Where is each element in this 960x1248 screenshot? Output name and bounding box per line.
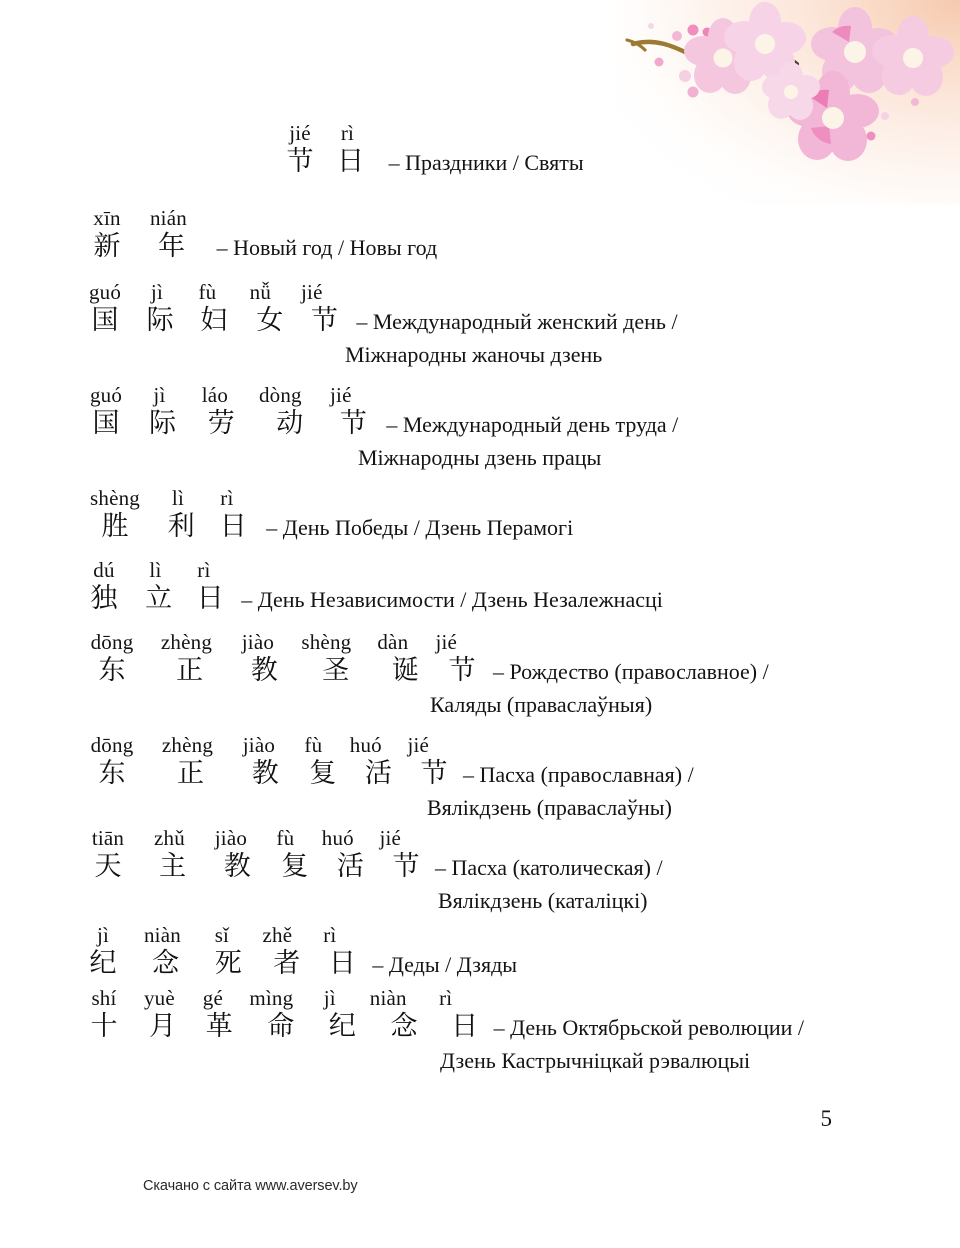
pinyin-syllable: jié xyxy=(407,733,430,757)
cherry-blossom-decoration xyxy=(615,0,960,205)
pinyin-syllable: jié xyxy=(379,826,402,850)
pinyin-syllable: rì xyxy=(197,558,211,582)
translation-text: – Праздники / Святы xyxy=(388,150,584,175)
translation-text: – Пасха (католическая) / xyxy=(434,855,663,880)
pinyin-syllable: rì xyxy=(340,121,355,145)
hanzi-char: 日 xyxy=(337,146,365,177)
translation-text: – Новый год / Новы год xyxy=(216,235,438,260)
vocab-entry xyxy=(80,282,678,366)
pinyin-syllable: rì xyxy=(439,986,453,1010)
hanzi-gloss-row xyxy=(80,853,663,880)
vocab-entry xyxy=(80,735,694,819)
hanzi-char: 者 xyxy=(273,948,301,979)
hanzi-char: 月 xyxy=(149,1011,177,1042)
pinyin-syllable: dōng xyxy=(90,733,134,757)
pinyin-syllable: guó xyxy=(88,280,122,304)
pinyin-syllable: rì xyxy=(323,923,337,947)
pinyin-syllable: dōng xyxy=(90,630,134,654)
hanzi-char: 新 xyxy=(93,231,121,262)
hanzi-char: 节 xyxy=(310,305,338,336)
hanzi-char: 节 xyxy=(339,408,367,439)
hanzi-gloss-row xyxy=(278,148,584,175)
pinyin-syllable: tiān xyxy=(91,826,125,850)
hanzi-char: 东 xyxy=(98,655,126,686)
pinyin-syllable: nián xyxy=(149,206,187,230)
translation-text: – Пасха (православная) / xyxy=(462,762,694,787)
hanzi-row xyxy=(80,307,346,334)
pinyin-syllable: sǐ xyxy=(214,923,230,947)
hanzi-char: 际 xyxy=(146,305,174,336)
hanzi-char: 国 xyxy=(91,305,119,336)
vocab-entry xyxy=(80,988,804,1072)
pinyin-row xyxy=(80,632,769,653)
hanzi-char: 动 xyxy=(276,408,304,439)
pinyin-syllable: guó xyxy=(89,383,123,407)
translation-text: – Деды / Дзяды xyxy=(372,952,518,977)
hanzi-char: 利 xyxy=(167,511,195,542)
download-source-note: Скачано с сайта www.aversev.by xyxy=(143,1178,358,1194)
pinyin-syllable: fù xyxy=(304,733,323,757)
hanzi-char: 女 xyxy=(256,305,284,336)
hanzi-char: 教 xyxy=(251,758,279,789)
pinyin-syllable: zhě xyxy=(262,923,293,947)
hanzi-char: 复 xyxy=(281,851,309,882)
hanzi-char: 节 xyxy=(420,758,448,789)
hanzi-row xyxy=(80,513,254,540)
pinyin-syllable: jì xyxy=(323,986,336,1010)
hanzi-char: 日 xyxy=(451,1011,479,1042)
pinyin-syllable: huó xyxy=(349,733,382,757)
vocab-entry xyxy=(80,385,678,469)
hanzi-char: 节 xyxy=(392,851,420,882)
hanzi-char: 际 xyxy=(149,408,177,439)
hanzi-char: 正 xyxy=(176,655,204,686)
hanzi-row xyxy=(80,950,362,977)
hanzi-char: 念 xyxy=(152,948,180,979)
pinyin-syllable: niàn xyxy=(143,923,181,947)
translation-text-secondary: Міжнародны жаночы дзень xyxy=(345,342,603,367)
hanzi-char: 纪 xyxy=(89,948,117,979)
pinyin-syllable: jié xyxy=(435,630,458,654)
pinyin-syllable: xīn xyxy=(93,206,121,230)
hanzi-char: 活 xyxy=(364,758,392,789)
hanzi-gloss-row xyxy=(80,307,678,334)
pinyin-syllable: fù xyxy=(198,280,217,304)
pinyin-row xyxy=(80,385,678,406)
hanzi-char: 活 xyxy=(336,851,364,882)
vocab-entry xyxy=(80,632,769,716)
hanzi-char: 节 xyxy=(448,655,476,686)
pinyin-syllable: jiào xyxy=(241,630,275,654)
pinyin-syllable: niàn xyxy=(369,986,407,1010)
hanzi-char: 日 xyxy=(328,948,356,979)
hanzi-char: 十 xyxy=(90,1011,118,1042)
hanzi-char: 死 xyxy=(214,948,242,979)
pinyin-syllable: zhèng xyxy=(161,733,214,757)
pinyin-syllable: rì xyxy=(220,486,234,510)
pinyin-row xyxy=(80,282,678,303)
pinyin-syllable: nǚ xyxy=(249,280,272,304)
pinyin-syllable: yuè xyxy=(143,986,175,1010)
translation-text: – Международный день труда / xyxy=(386,412,679,437)
hanzi-gloss-row xyxy=(80,950,517,977)
cherry-blossom-icon xyxy=(615,0,960,205)
hanzi-char: 命 xyxy=(267,1011,295,1042)
vocab-entry xyxy=(80,828,663,912)
hanzi-char: 立 xyxy=(145,583,173,614)
hanzi-row xyxy=(80,410,376,437)
pinyin-row xyxy=(80,735,694,756)
hanzi-char: 诞 xyxy=(391,655,419,686)
pinyin-row xyxy=(80,925,517,946)
hanzi-gloss-row xyxy=(80,410,678,437)
hanzi-gloss-row xyxy=(80,513,573,540)
section-heading-entry xyxy=(278,123,584,175)
pinyin-syllable: zhǔ xyxy=(153,826,185,850)
hanzi-row xyxy=(80,657,483,684)
hanzi-char: 国 xyxy=(92,408,120,439)
hanzi-row xyxy=(80,760,455,787)
hanzi-char: 劳 xyxy=(207,408,235,439)
translation-text: – Рождество (православное) / xyxy=(492,659,769,684)
pinyin-syllable: shèng xyxy=(90,486,140,510)
hanzi-char: 天 xyxy=(94,851,122,882)
hanzi-char: 复 xyxy=(309,758,337,789)
hanzi-gloss-row xyxy=(80,1013,804,1040)
pinyin-row xyxy=(80,488,573,509)
pinyin-syllable: jiào xyxy=(214,826,248,850)
translation-text-secondary: Дзень Кастрычніцкай рэвалюцыі xyxy=(440,1048,751,1073)
translation-text-secondary: Міжнародны дзень працы xyxy=(358,445,602,470)
pinyin-syllable: shí xyxy=(91,986,117,1010)
vocab-entry xyxy=(80,488,573,540)
pinyin-syllable: zhèng xyxy=(160,630,213,654)
translation-text-secondary: Вялікдзень (праваслаўны) xyxy=(427,795,672,820)
pinyin-syllable: jié xyxy=(289,121,311,145)
pinyin-syllable: huó xyxy=(321,826,354,850)
pinyin-syllable: gé xyxy=(202,986,224,1010)
hanzi-char: 年 xyxy=(158,231,186,262)
pinyin-row xyxy=(80,828,663,849)
vocab-entry xyxy=(80,925,517,977)
translation-text-secondary: Каляды (праваслаўныя) xyxy=(430,692,653,717)
pinyin-syllable: shèng xyxy=(301,630,352,654)
vocab-entry xyxy=(80,208,437,260)
pinyin-syllable: jié xyxy=(330,383,352,407)
hanzi-row xyxy=(80,853,427,880)
translation-text-secondary: Вялікдзень (каталіцкі) xyxy=(438,888,648,913)
hanzi-gloss-row xyxy=(80,657,769,684)
pinyin-syllable: jì xyxy=(96,923,110,947)
hanzi-char: 东 xyxy=(98,758,126,789)
hanzi-char: 教 xyxy=(223,851,251,882)
hanzi-char: 主 xyxy=(159,851,187,882)
pinyin-row xyxy=(80,560,663,581)
vocab-entry xyxy=(80,560,663,612)
pinyin-syllable: dú xyxy=(93,558,115,582)
hanzi-char: 圣 xyxy=(322,655,350,686)
pinyin-syllable: lì xyxy=(171,486,184,510)
translation-text: – День Победы / Дзень Перамогі xyxy=(266,515,574,540)
hanzi-char: 革 xyxy=(205,1011,233,1042)
page-number: 5 xyxy=(820,1106,832,1131)
pinyin-syllable: jì xyxy=(153,383,166,407)
pinyin-syllable: jié xyxy=(301,280,323,304)
hanzi-char: 节 xyxy=(286,146,314,177)
pinyin-syllable: dàn xyxy=(377,630,409,654)
pinyin-syllable: jiào xyxy=(242,733,276,757)
hanzi-char: 胜 xyxy=(101,511,129,542)
hanzi-char: 念 xyxy=(390,1011,418,1042)
hanzi-char: 日 xyxy=(219,511,247,542)
pinyin-syllable: mìng xyxy=(249,986,294,1010)
translation-text: – День Октябрьской революции / xyxy=(493,1015,805,1040)
hanzi-char: 纪 xyxy=(328,1011,356,1042)
translation-text: – Международный женский день / xyxy=(356,309,678,334)
hanzi-char: 独 xyxy=(90,583,118,614)
pinyin-syllable: jì xyxy=(150,280,163,304)
pinyin-row xyxy=(80,988,804,1009)
pinyin-syllable: láo xyxy=(201,383,229,407)
hanzi-row xyxy=(80,233,201,260)
pinyin-syllable: fù xyxy=(276,826,295,850)
hanzi-gloss-row xyxy=(80,233,437,260)
pinyin-row xyxy=(278,123,584,144)
corner-gradient-wash xyxy=(615,0,960,205)
translation-text: – День Независимости / Дзень Незалежнасці xyxy=(241,587,663,612)
hanzi-char: 正 xyxy=(177,758,205,789)
pinyin-row xyxy=(80,208,437,229)
hanzi-row xyxy=(278,148,371,175)
pinyin-syllable: dòng xyxy=(258,383,302,407)
hanzi-gloss-row xyxy=(80,585,663,612)
hanzi-row xyxy=(80,1013,486,1040)
pinyin-syllable: lì xyxy=(149,558,162,582)
hanzi-char: 日 xyxy=(196,583,224,614)
hanzi-gloss-row xyxy=(80,760,694,787)
hanzi-row xyxy=(80,585,231,612)
hanzi-char: 教 xyxy=(250,655,278,686)
hanzi-char: 妇 xyxy=(200,305,228,336)
